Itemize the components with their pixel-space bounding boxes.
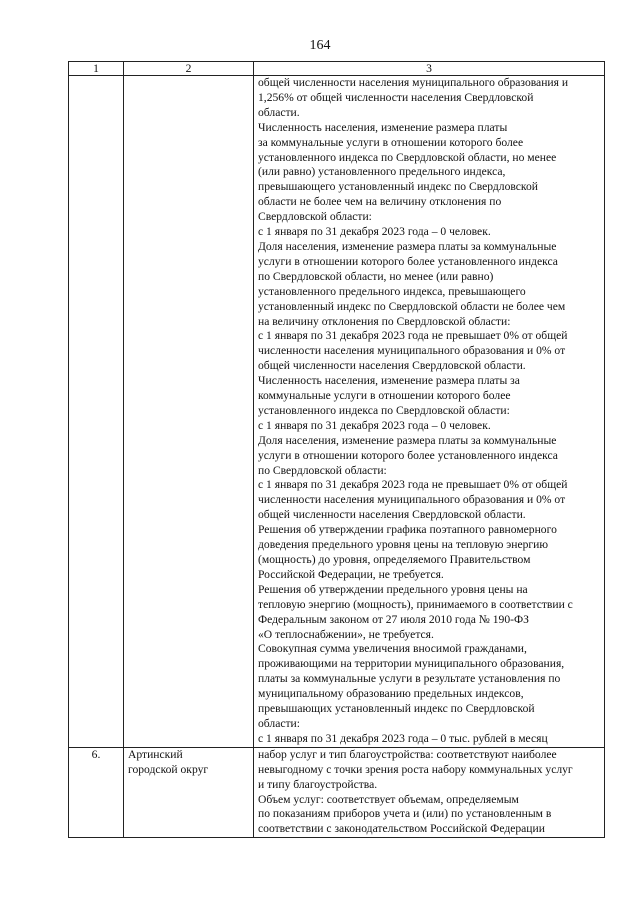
text-line: по Свердловской области, но менее (или равно) [258,269,494,283]
municipality-name [124,747,254,837]
text-line: Численность населения, изменение размера платы за [258,374,520,388]
text-line: установленного индекса по Свердловской области, но менее [258,150,557,164]
text-line: услуги в отношении которого более установленного индекса [258,448,558,462]
text-line: Федеральным законом от 27 июля 2010 года № 190-ФЗ [258,612,529,626]
text-line: установленного индекса по Свердловской области: [258,403,510,417]
text-line: установленный индекс по Свердловской области не более чем [258,299,566,313]
text-line: установленного предельного индекса, превышающего [258,284,526,298]
text-line: Доля населения, изменение размера платы за коммунальные [258,433,557,447]
text-line: доведения предельного уровня цены на тепловую энергию [258,538,549,552]
text-line: проживающими на территории муниципального образования, [258,657,565,671]
text-line: услуги в отношении которого более установленного индекса [258,254,558,268]
text-line: с 1 января по 31 декабря 2023 года – 0 тыс. рублей в месяц [258,731,548,745]
row-number: 6. [69,747,124,837]
text-line: Свердловской области: [258,210,372,224]
text-line: превышающих установленный индекс по Свердловской [258,702,535,716]
text-line: муниципальному образованию предельных индексов, [258,687,524,701]
header-col-2: 2 [124,62,254,76]
municipality-name [124,76,254,748]
text-line: (или равно) установленного предельного индекса, [258,165,506,179]
row-number [69,76,124,748]
text-line: за коммунальные услуги в отношении которого более [258,135,524,149]
table-header-row [69,62,605,76]
text-line: общей численности населения муниципального образования и [258,76,569,89]
text-line: Доля населения, изменение размера платы за коммунальные [258,239,557,253]
text-line: общей численности населения Свердловской области. [258,359,526,373]
text-line: по Свердловской области: [258,463,387,477]
name-line: городской округ [128,762,209,776]
text-line: Совокупная сумма увеличения вносимой гражданами, [258,642,527,656]
text-line: с 1 января по 31 декабря 2023 года не превышает 0% от общей [258,478,568,492]
text-line: общей численности населения Свердловской области. [258,508,526,522]
text-line: набор услуг и тип благоустройства: соответствуют наиболее [258,747,557,761]
text-line: невыгодному с точки зрения роста набору коммунальных услуг [258,762,573,776]
text-line: с 1 января по 31 декабря 2023 года – 0 человек. [258,418,491,432]
text-line: области. [258,105,300,119]
text-line: на величину отклонения по Свердловской области: [258,314,511,328]
table-row [69,76,605,748]
text-line: области: [258,716,300,730]
text-line: 1,256% от общей численности населения Свердловской [258,90,534,104]
text-line: тепловую энергию (мощность), принимаемого в соответствии с [258,597,573,611]
document-table [68,61,605,838]
text-line: Российской Федерации, не требуется. [258,567,444,581]
header-col-3: 3 [254,62,605,76]
name-line: Артинский [128,747,183,761]
table-row [69,747,605,837]
text-line: по показаниям приборов учета и (или) по установленным в [258,807,552,821]
text-line: (мощность) до уровня, определяемого Правительством [258,553,531,566]
text-line: Численность населения, изменение размера платы [258,120,508,134]
text-line: с 1 января по 31 декабря 2023 года не превышает 0% от общей [258,329,568,343]
row-description [254,76,605,748]
text-line: «О теплоснабжении», не требуется. [258,627,434,641]
text-line: области не более чем на величину отклонения по [258,195,502,209]
text-line: соответствии с законодательством Российской Федерации [258,822,545,836]
text-line: Решения об утверждении графика поэтапного равномерного [258,523,557,537]
text-line: численности населения муниципального образования и 0% от [258,344,566,358]
text-line: Решения об утверждении предельного уровня цены на [258,582,528,596]
text-line: с 1 января по 31 декабря 2023 года – 0 человек. [258,225,491,239]
text-line: коммунальные услуги в отношении которого более [258,389,511,403]
header-col-1: 1 [69,62,124,76]
text-line: платы за коммунальные услуги в результате установления по [258,672,561,686]
text-line: превышающего установленный индекс по Свердловской [258,180,538,194]
page-number: 164 [309,38,331,53]
row-description [254,747,605,837]
text-line: численности населения муниципального образования и 0% от [258,493,566,507]
text-line: и типу благоустройства. [258,777,378,791]
text-line: Объем услуг: соответствует объемам, определяемым [258,792,519,806]
